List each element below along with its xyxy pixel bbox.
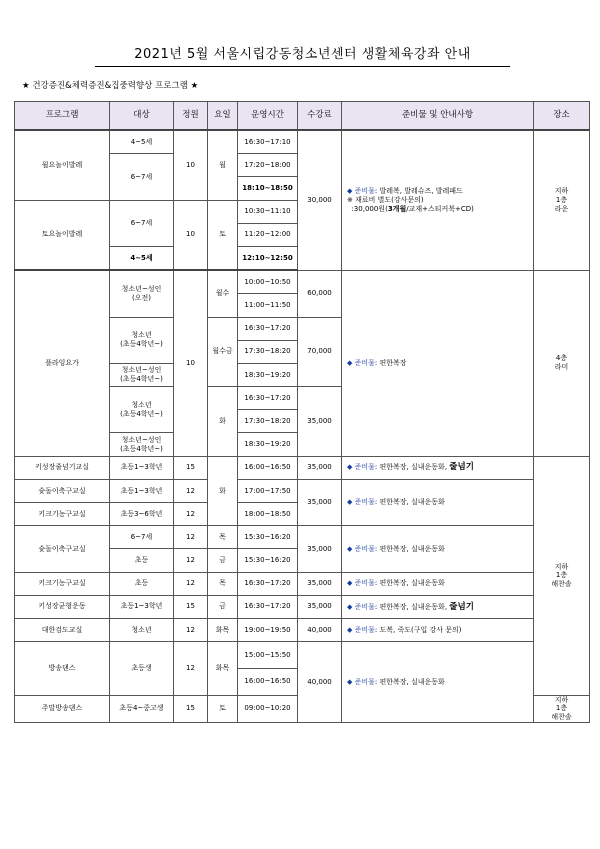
day: 월수 — [208, 270, 238, 317]
header-place: 장소 — [534, 102, 590, 131]
header-target: 대상 — [110, 102, 174, 131]
fee: 35,000 — [298, 526, 342, 572]
time: 10:00~10:50 — [238, 270, 298, 294]
table-row — [15, 130, 590, 154]
time: 15:00~15:50 — [238, 642, 298, 669]
time: 18:10~18:50 — [238, 177, 298, 200]
program-name: 키성장줄넘기교실 — [15, 456, 110, 479]
day: 토 — [208, 200, 238, 270]
notes-cell: ◆ 준비물: 편한복장, 실내운동화 — [342, 642, 534, 723]
day: 금 — [208, 549, 238, 572]
title-underline — [95, 66, 510, 67]
target: 초등1~3학년 — [110, 456, 174, 479]
table-row — [15, 526, 590, 549]
time: 16:30~17:20 — [238, 317, 298, 340]
day: 월수금 — [208, 317, 238, 387]
header-time: 운영시간 — [238, 102, 298, 131]
day: 월 — [208, 130, 238, 200]
program-name: 플라잉요가 — [15, 270, 110, 456]
header-day: 요일 — [208, 102, 238, 131]
notes-cell: ◆ 준비물: 도복, 죽도(구입 강사 문의) — [342, 618, 534, 641]
target: 청소년~성인 (오전) — [110, 270, 174, 317]
time: 15:30~16:20 — [238, 549, 298, 572]
time: 16:30~17:20 — [238, 387, 298, 410]
notes-cell: ◆ 준비물: 편한복장, 실내운동화 — [342, 479, 534, 525]
page-title: 2021년 5월 서울시립강동청소년센터 생활체육강좌 안내 — [134, 47, 471, 62]
header-program: 프로그램 — [15, 102, 110, 131]
time: 09:00~10:20 — [238, 695, 298, 722]
target: 초등생 — [110, 642, 174, 696]
capacity: 12 — [174, 642, 208, 696]
time: 17:20~18:00 — [238, 154, 298, 177]
target: 4~5세 — [110, 246, 174, 270]
target: 6~7세 — [110, 526, 174, 549]
table-row — [15, 270, 590, 294]
target: 청소년 (초등4학년~) — [110, 387, 174, 433]
capacity: 15 — [174, 456, 208, 479]
time: 11:00~11:50 — [238, 294, 298, 317]
target: 청소년 (초등4학년~) — [110, 317, 174, 363]
time: 18:30~19:20 — [238, 363, 298, 386]
program-name: 키크기농구교실 — [15, 572, 110, 595]
time: 16:00~16:50 — [238, 668, 298, 695]
target: 초등4~중고생 — [110, 695, 174, 722]
time: 16:30~17:20 — [238, 572, 298, 595]
fee: 60,000 — [298, 270, 342, 317]
time: 17:30~18:20 — [238, 410, 298, 433]
day: 화 — [208, 456, 238, 526]
table-row — [15, 595, 590, 618]
program-name: 주말방송댄스 — [15, 695, 110, 722]
program-name: 방송댄스 — [15, 642, 110, 696]
capacity: 12 — [174, 572, 208, 595]
target: 청소년~성인 (초등4학년~) — [110, 363, 174, 386]
program-name: 슛돌이축구교실 — [15, 479, 110, 502]
day: 목 — [208, 572, 238, 595]
time: 18:00~18:50 — [238, 503, 298, 526]
target: 초등1~3학년 — [110, 595, 174, 618]
header-notes: 준비물 및 안내사항 — [342, 102, 534, 131]
notes-cell: ◆ 준비물: 편한복장, 실내운동화 — [342, 572, 534, 595]
table-row — [15, 479, 590, 502]
time: 12:10~12:50 — [238, 246, 298, 270]
time: 16:30~17:10 — [238, 130, 298, 154]
day: 금 — [208, 595, 238, 618]
table-row — [15, 572, 590, 595]
fee: 30,000 — [298, 130, 342, 270]
fee: 35,000 — [298, 479, 342, 525]
capacity: 12 — [174, 549, 208, 572]
time: 17:00~17:50 — [238, 479, 298, 502]
capacity: 12 — [174, 503, 208, 526]
notes-cell: ◆ 준비물: 편한복장, 실내운동화 — [342, 526, 534, 572]
time: 18:30~19:20 — [238, 433, 298, 456]
time: 16:00~16:50 — [238, 456, 298, 479]
capacity: 12 — [174, 618, 208, 641]
time: 16:30~17:20 — [238, 595, 298, 618]
place: 지하 1층 라운 — [534, 130, 590, 270]
fee: 40,000 — [298, 618, 342, 641]
table-row — [15, 618, 590, 641]
capacity: 12 — [174, 526, 208, 549]
program-name: 토요놀이발레 — [15, 200, 110, 270]
place: 지하 1층 해찬솔 — [534, 695, 590, 722]
notes-cell: ◆ 준비물: 편한복장, 실내운동화, 줄넘기 — [342, 595, 534, 618]
fee: 70,000 — [298, 317, 342, 387]
fee: 35,000 — [298, 572, 342, 595]
target: 청소년~성인 (초등4학년~) — [110, 433, 174, 456]
target: 초등1~3학년 — [110, 479, 174, 502]
time: 17:30~18:20 — [238, 340, 298, 363]
program-name: 월요놀이발레 — [15, 130, 110, 200]
day: 화목 — [208, 642, 238, 696]
target: 청소년 — [110, 618, 174, 641]
day: 화 — [208, 387, 238, 457]
header-fee: 수강료 — [298, 102, 342, 131]
day: 화목 — [208, 618, 238, 641]
target: 초등 — [110, 549, 174, 572]
capacity: 15 — [174, 595, 208, 618]
day: 목 — [208, 526, 238, 549]
day: 토 — [208, 695, 238, 722]
page-subtitle: ★ 건강증진&체력증진&집중력향상 프로그램 ★ — [22, 81, 199, 91]
fee: 35,000 — [298, 456, 342, 479]
program-name: 키크기농구교실 — [15, 503, 110, 526]
notes-cell: ◆ 준비물: 편한복장 — [342, 270, 534, 456]
capacity: 15 — [174, 695, 208, 722]
capacity: 10 — [174, 130, 208, 200]
capacity: 10 — [174, 200, 208, 270]
time: 15:30~16:20 — [238, 526, 298, 549]
target: 6~7세 — [110, 200, 174, 246]
table-row — [15, 456, 590, 479]
place: 지하 1층 해찬솔 — [534, 456, 590, 695]
target: 초등3~6학년 — [110, 503, 174, 526]
target: 초등 — [110, 572, 174, 595]
notes-cell: ◆ 준비물: 편한복장, 실내운동화, 줄넘기 — [342, 456, 534, 479]
header-capacity: 정원 — [174, 102, 208, 131]
time: 19:00~19:50 — [238, 618, 298, 641]
target: 6~7세 — [110, 154, 174, 200]
table-row — [15, 642, 590, 669]
fee: 35,000 — [298, 595, 342, 618]
capacity: 10 — [174, 270, 208, 456]
table-header-row — [15, 102, 590, 131]
time: 11:20~12:00 — [238, 223, 298, 246]
program-name: 대한검도교실 — [15, 618, 110, 641]
time: 10:30~11:10 — [238, 200, 298, 223]
schedule-table — [14, 101, 590, 723]
notes-cell: ◆ 준비물: 발레복, 발레슈즈, 발레패드 ※ 재료비 별도(강사문의) :30,000원(3개월/교재+스티커북+CD) — [342, 130, 534, 270]
place: 4층 라미 — [534, 270, 590, 456]
program-name: 키성장균형운동 — [15, 595, 110, 618]
target: 4~5세 — [110, 130, 174, 154]
program-name: 슛돌이축구교실 — [15, 526, 110, 572]
capacity: 12 — [174, 479, 208, 502]
fee: 40,000 — [298, 642, 342, 723]
fee: 35,000 — [298, 387, 342, 457]
